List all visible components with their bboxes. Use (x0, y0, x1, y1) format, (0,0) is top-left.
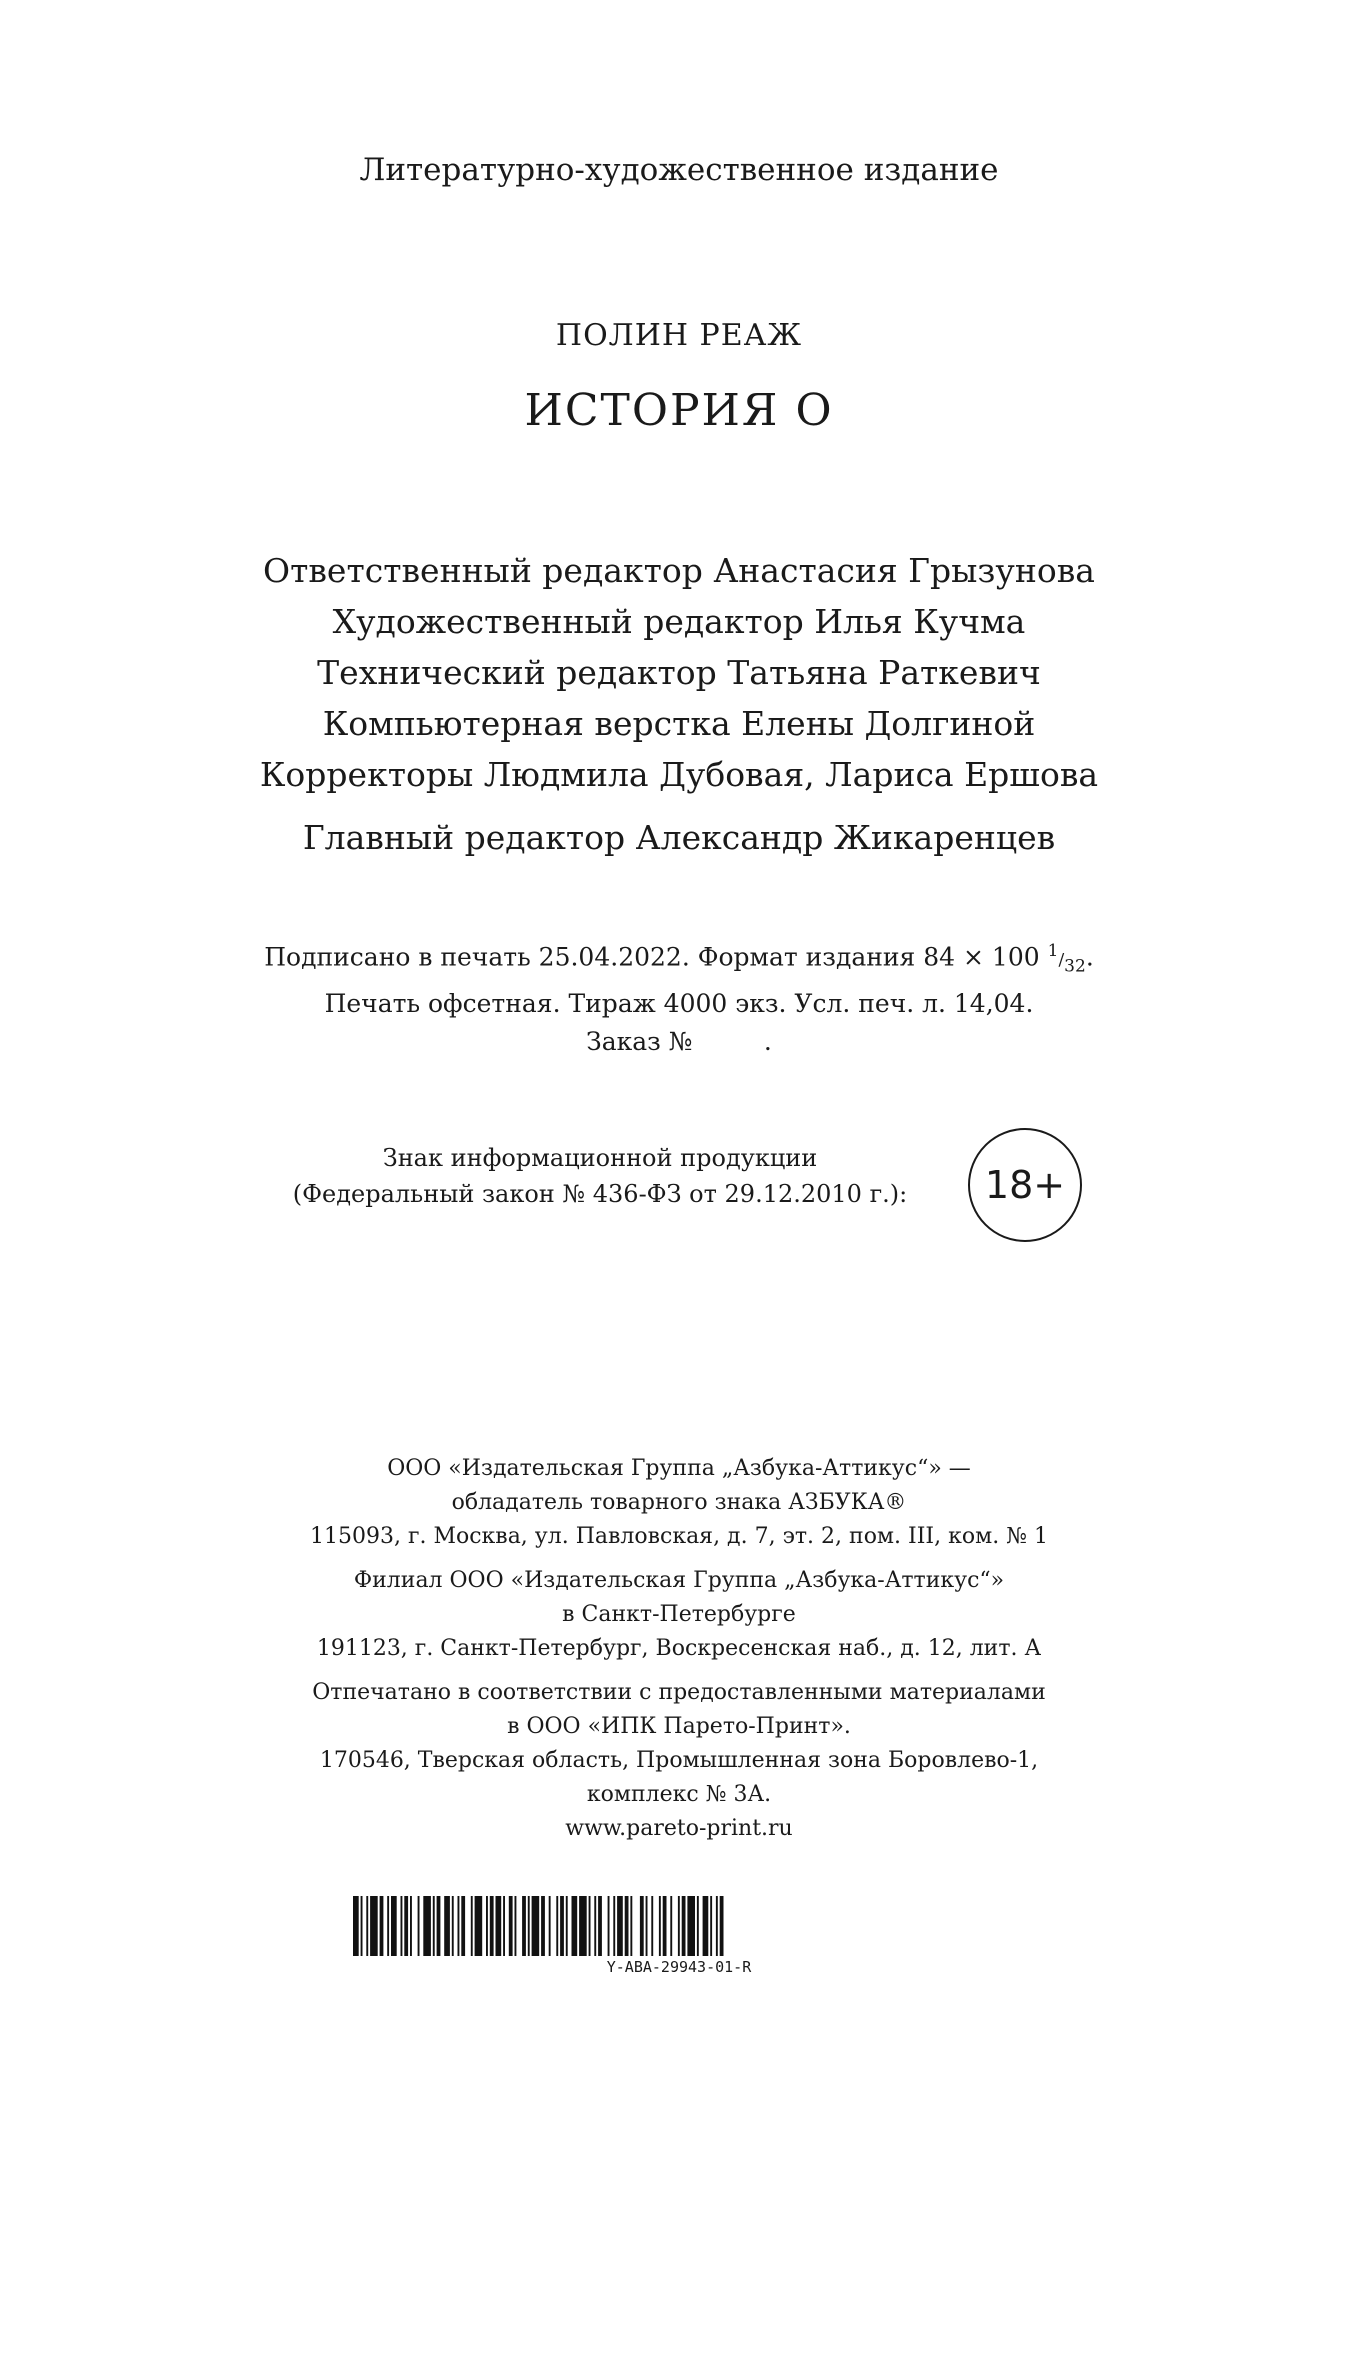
staff-credits (0, 545, 1358, 800)
genre-label: Литературно-художественное издание (359, 152, 999, 188)
barcode-icon (353, 1896, 1005, 1956)
author-name: ПОЛИН РЕАЖ (555, 318, 803, 353)
age-rating-line: Знак информационной продукции (382, 1144, 818, 1172)
age-rating-block (280, 1128, 1080, 1238)
publisher-line: в Санкт-Петербурге (562, 1602, 796, 1627)
print-info-line: Подписано в печать 25.04.2022. Формат издания 84 × 100 $^1/_{32}$. (264, 941, 1094, 977)
age-rating-badge-label: 18+ (984, 1163, 1066, 1207)
staff-line: Компьютерная верстка Елены Долгиной (322, 704, 1036, 743)
printer-line: в ООО «ИПК Парето-Принт». (507, 1714, 851, 1739)
printer-line: комплекс № 3А. (586, 1782, 772, 1807)
print-info (0, 932, 1358, 1061)
book-title: ИСТОРИЯ О (524, 385, 834, 436)
format-fraction-denominator: 32 (1064, 956, 1086, 977)
printer-line: 170546, Тверская область, Промышленная зона Боровлево-1, (319, 1748, 1039, 1773)
print-info-line: Заказ № . (586, 1027, 772, 1057)
print-format-text: Подписано в печать 25.04.2022. Формат издания 84 × 100 (264, 942, 1040, 972)
staff-line: Художественный редактор Илья Кучма (332, 602, 1026, 641)
publisher-info (0, 1452, 1358, 1846)
barcode-code: Y-ABA-29943-01-R (606, 1958, 752, 1976)
staff-line: Технический редактор Татьяна Раткевич (317, 653, 1041, 692)
chief-editor: Главный редактор Александр Жикаренцев (302, 818, 1056, 857)
staff-line: Ответственный редактор Анастасия Грызунова (263, 551, 1095, 590)
age-rating-text (280, 1140, 920, 1212)
publisher-line: ООО «Издательская Группа „Азбука-Аттикус“» — (387, 1456, 971, 1481)
age-rating-badge (968, 1128, 1082, 1242)
publisher-line: 115093, г. Москва, ул. Павловская, д. 7, эт. 2, пом. III, ком. № 1 (309, 1524, 1048, 1549)
format-fraction-numerator: 1 (1047, 941, 1059, 961)
staff-line: Корректоры Людмила Дубовая, Лариса Ершова (259, 755, 1099, 794)
printer-line: Отпечатано в соответствии с предоставленными материалами (312, 1680, 1046, 1705)
publisher-line: обладатель товарного знака АЗБУКА® (451, 1490, 907, 1515)
age-rating-line: (Федеральный закон № 436-ФЗ от 29.12.2010 г.): (292, 1180, 908, 1208)
publisher-line: 191123, г. Санкт-Петербург, Воскресенская наб., д. 12, лит. А (316, 1636, 1042, 1661)
publisher-line: Филиал ООО «Издательская Группа „Азбука-Аттикус“» (353, 1568, 1005, 1593)
printer-website: www.pareto-print.ru (565, 1816, 793, 1841)
print-info-line: Печать офсетная. Тираж 4000 экз. Усл. печ. л. 14,04. (324, 989, 1034, 1019)
